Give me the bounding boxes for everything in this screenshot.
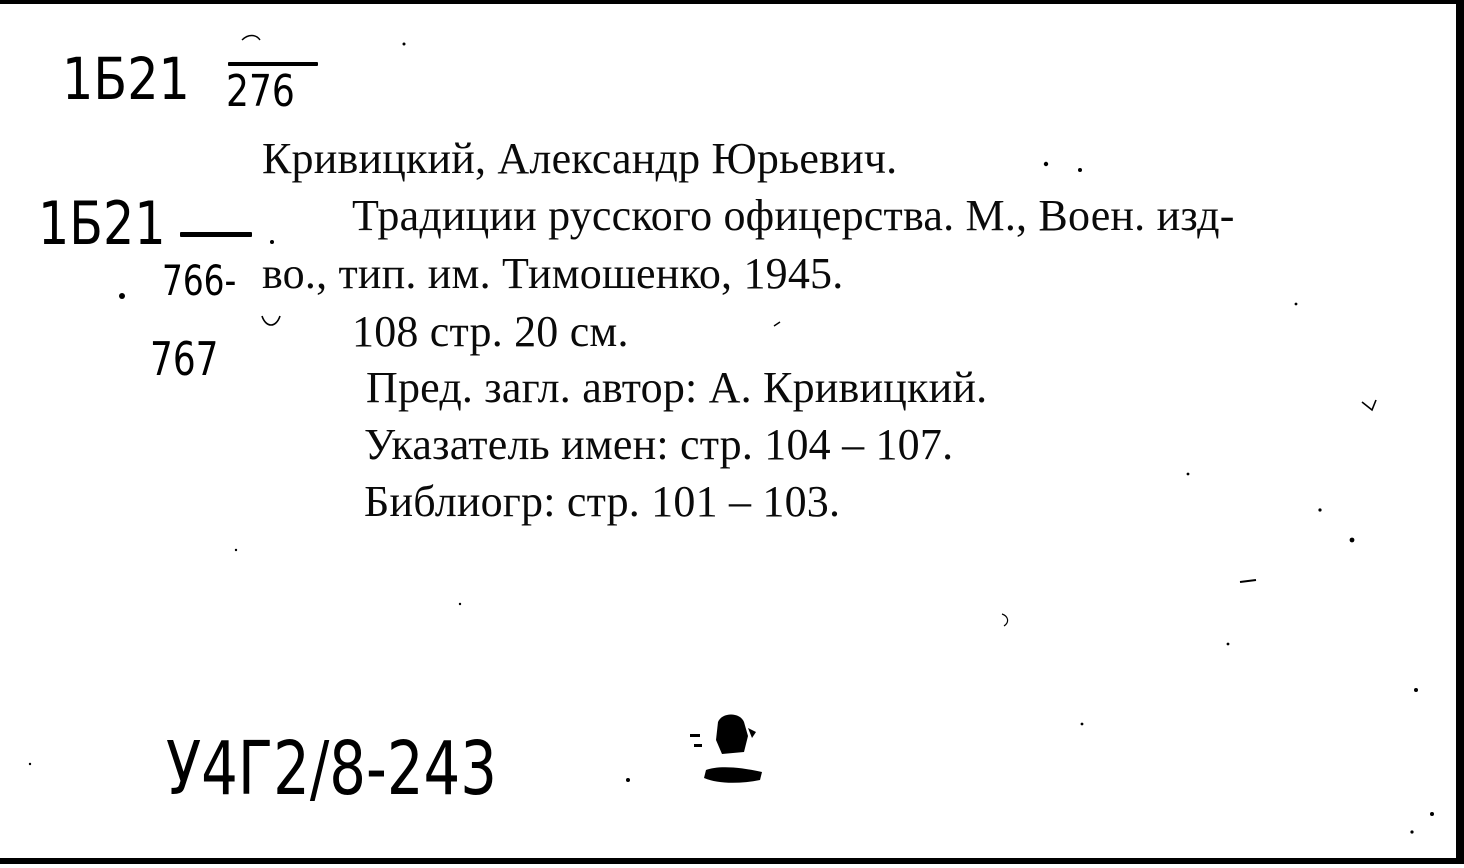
title-line-2: во., тип. им. Тимошенко, 1945. bbox=[262, 249, 844, 298]
note-author: Пред. загл. автор: А. Кривицкий. bbox=[366, 363, 988, 412]
handwritten-shelfmark-left: 1Б21 bbox=[38, 189, 166, 259]
handwritten-bottom-code: У4Г2/8-243 bbox=[166, 726, 497, 812]
shelfmark-dash bbox=[180, 232, 252, 237]
author-heading: Кривицкий, Александр Юрьевич. bbox=[262, 134, 898, 183]
note-index: Указатель имен: стр. 104 – 107. bbox=[364, 420, 954, 469]
stamp-blot-icon bbox=[690, 715, 762, 783]
handwritten-range-to: 767 bbox=[150, 332, 219, 386]
handwritten-range-from: 766- bbox=[162, 256, 237, 305]
shelfmark-top-main: 1Б21 bbox=[62, 45, 190, 113]
title-line-1: Традиции русского офицерства. М., Воен. изд- bbox=[352, 191, 1235, 240]
physical-description: 108 стр. 20 см. bbox=[352, 307, 629, 356]
note-biblio: Библиогр: стр. 101 – 103. bbox=[364, 477, 841, 526]
handwritten-shelfmark-top-sub: 276 bbox=[226, 66, 295, 117]
handwritten-shelfmark-top bbox=[62, 45, 190, 113]
